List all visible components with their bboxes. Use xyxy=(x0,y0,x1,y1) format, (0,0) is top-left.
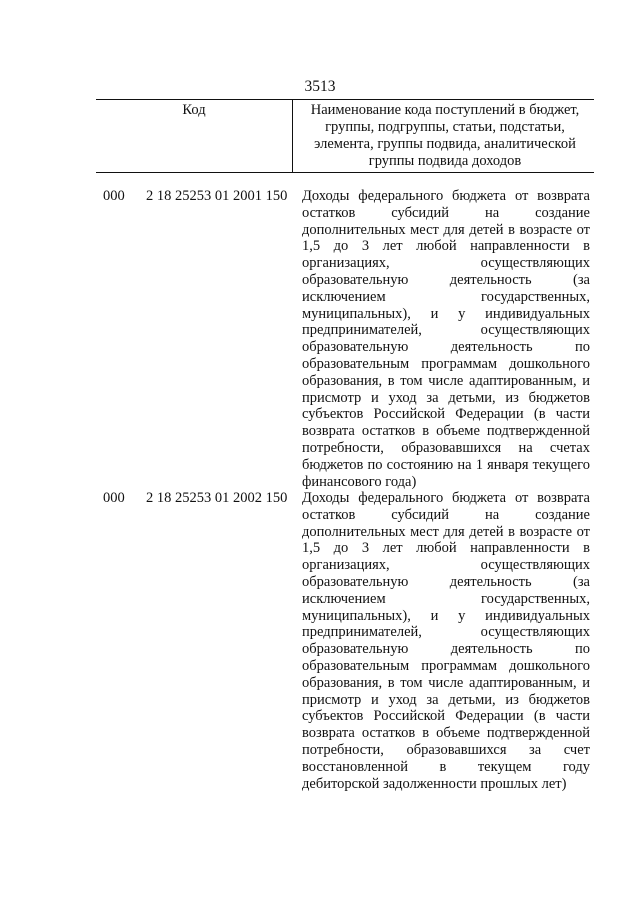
description-line: возврата остатков в объеме подтвержденной xyxy=(302,725,590,742)
description-line: предпринимателей, осуществляющих xyxy=(302,322,590,339)
table-header xyxy=(96,99,594,173)
row-revenue-code: 2 18 25253 01 2002 150 xyxy=(146,490,288,506)
description-line: исключением государственных, xyxy=(302,288,590,305)
page-number: 3513 xyxy=(304,78,336,95)
description-line: потребности, образовавшихся за счет xyxy=(302,741,590,758)
description-line: образовательную деятельность по xyxy=(302,641,590,658)
header-code-label: Код xyxy=(182,102,206,118)
description-line: 1,5 до 3 лет любой направленности в xyxy=(302,238,590,255)
description-line: образования, в том числе адаптированным, и xyxy=(302,674,590,691)
description-line: образовательную деятельность (за xyxy=(302,573,590,590)
description-line: муниципальных), и у индивидуальных xyxy=(302,305,590,322)
description-line: присмотр и уход за детьми, из бюджетов xyxy=(302,389,590,406)
description-line: дебиторской задолженности прошлых лет) xyxy=(302,775,567,792)
description-line: восстановленной в текущем году xyxy=(302,758,590,775)
description-line: субъектов Российской Федерации (в части xyxy=(302,708,590,725)
description-line: дополнительных мест для детей в возрасте от xyxy=(302,221,590,238)
row-admin-code: 000 xyxy=(103,490,125,506)
description-line: остатков субсидий на создание xyxy=(302,506,590,523)
description-line: субъектов Российской Федерации (в части xyxy=(302,406,590,423)
description-line: образовательным программам дошкольного xyxy=(302,657,590,674)
description-line: 1,5 до 3 лет любой направленности в xyxy=(302,540,590,557)
description-line: бюджетов по состоянию на 1 января текущего xyxy=(302,456,590,473)
description-line: потребности, образовавшихся на счетах xyxy=(302,439,590,456)
description-line: возврата остатков в объеме подтвержденной xyxy=(302,423,590,440)
row-description xyxy=(302,188,590,490)
description-line: финансового года) xyxy=(302,473,417,490)
header-name-label: Наименование кода поступлений в бюджет, группы, подгруппы, статьи, подстатьи, элемента, группы подвида, аналитической группы подвида доходов xyxy=(310,102,580,169)
header-column-divider xyxy=(292,100,293,172)
description-line: образовательную деятельность по xyxy=(302,339,590,356)
description-line: остатков субсидий на создание xyxy=(302,204,590,221)
description-line: Доходы федерального бюджета от возврата xyxy=(302,188,590,204)
description-line: муниципальных), и у индивидуальных xyxy=(302,607,590,624)
description-line: дополнительных мест для детей в возрасте от xyxy=(302,523,590,540)
row-description xyxy=(302,490,590,792)
description-line: образовательным программам дошкольного xyxy=(302,355,590,372)
description-line: организациях, осуществляющих xyxy=(302,255,590,272)
row-revenue-code: 2 18 25253 01 2001 150 xyxy=(146,188,288,204)
description-line: Доходы федерального бюджета от возврата xyxy=(302,490,590,506)
description-line: предпринимателей, осуществляющих xyxy=(302,624,590,641)
row-admin-code: 000 xyxy=(103,188,125,204)
description-line: организациях, осуществляющих xyxy=(302,557,590,574)
description-line: образования, в том числе адаптированным, и xyxy=(302,372,590,389)
description-line: образовательную деятельность (за xyxy=(302,271,590,288)
description-line: присмотр и уход за детьми, из бюджетов xyxy=(302,691,590,708)
description-line: исключением государственных, xyxy=(302,590,590,607)
